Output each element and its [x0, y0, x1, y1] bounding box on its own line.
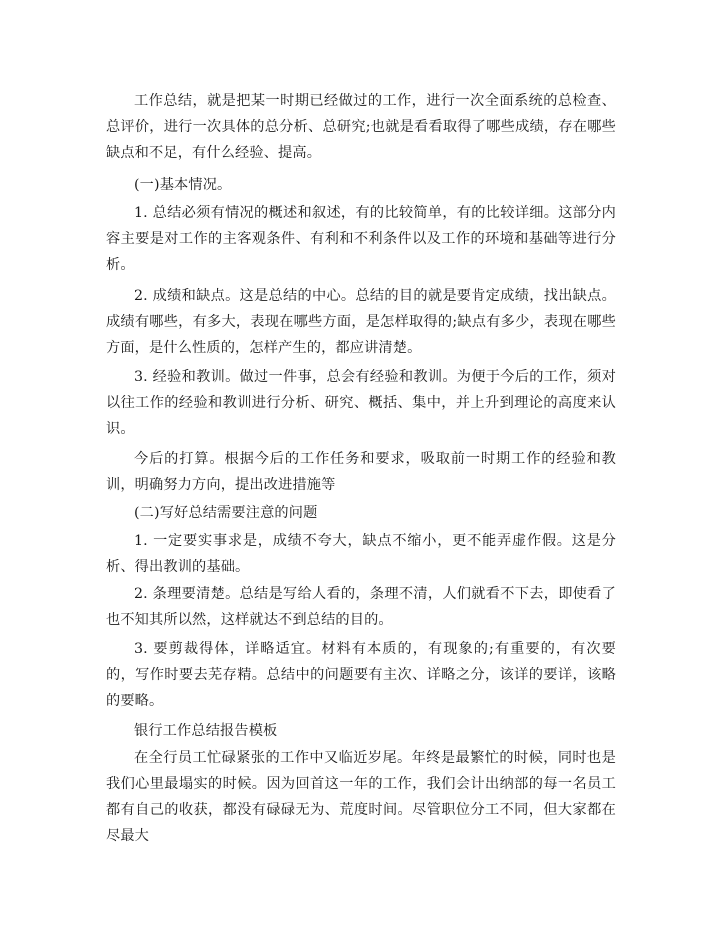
list-item-paragraph: 1. 一定要实事求是，成绩不夸大，缺点不缩小，更不能弄虚作假。这是分析、得出教训的基础。 — [106, 533, 616, 575]
intro-paragraph: 工作总结，就是把某一时期已经做过的工作，进行一次全面系统的总检查、总评价，进行一次具体的总分析、总研究;也就是看看取得了哪些成绩，存在哪些缺点和不足，有什么经验、提高。 — [106, 93, 616, 161]
list-item-paragraph: 1. 总结必须有情况的概述和叙述，有的比较简单，有的比较详细。这部分内容主要是对工作的主客观条件、有利和不利条件以及工作的环境和基础等进行分析。 — [106, 205, 616, 273]
report-template-title: 银行工作总结报告模板 — [134, 723, 278, 739]
report-body-paragraph: 在全行员工忙碌紧张的工作中又临近岁尾。年终是最繁忙的时候，同时也是我们心里最塌实的时候。因为回首这一年的工作，我们会计出纳部的每一名员工都有自己的收获，都没有碌碌无为、荒度时间。尽管职位分工不同，但大家都在尽最大 — [106, 750, 616, 844]
list-item-paragraph: 3. 要剪裁得体，详略适宜。材料有本质的，有现象的;有重要的，有次要的，写作时要去芜存精。总结中的问题要有主次、详略之分，该详的要详，该略的要略。 — [106, 641, 616, 709]
section-heading-basic-situation: (一)基本情况。 — [134, 177, 232, 193]
future-plans-paragraph: 今后的打算。根据今后的工作任务和要求，吸取前一时期工作的经验和教训，明确努力方向，提出改进措施等 — [106, 451, 616, 493]
list-item-paragraph: 3. 经验和教训。做过一件事，总会有经验和教训。为便于今后的工作，须对以往工作的经验和教训进行分析、研究、概括、集中，并上升到理论的高度来认识。 — [106, 369, 616, 437]
list-item-paragraph: 2. 条理要清楚。总结是写给人看的，条理不清，人们就看不下去，即使看了也不知其所以然，这样就达不到总结的目的。 — [106, 586, 616, 628]
list-item-paragraph: 2. 成绩和缺点。这是总结的中心。总结的目的就是要肯定成绩，找出缺点。成绩有哪些，有多大，表现在哪些方面，是怎样取得的;缺点有多少，表现在哪些方面，是什么性质的，怎样产生的，都应讲清楚。 — [106, 288, 616, 356]
section-heading-notes: (二)写好总结需要注意的问题 — [134, 505, 318, 521]
